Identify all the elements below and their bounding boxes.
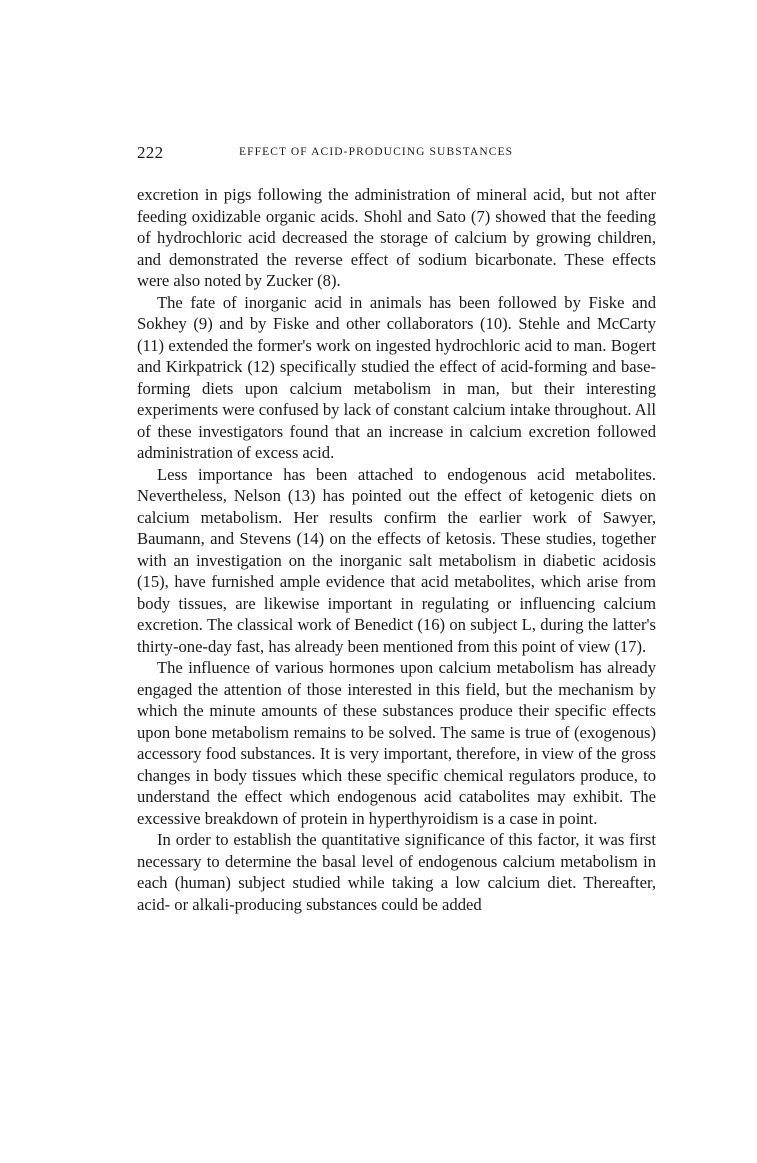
paragraph: excretion in pigs following the administration of mineral acid, but not after feeding oxidizable organic acids. Shohl and Sato (7) showed that the feeding of hydrochloric acid decreased the storage of calcium by growing children, and demonstrated the reverse effect of sodium bicarbonate. These effects were also noted by Zucker (8). bbox=[137, 185, 656, 290]
paragraph: The fate of inorganic acid in animals has been followed by Fiske and Sokhey (9) and by Fiske and other collaborators (10). Stehle and McCarty (11) extended the former's work on ingested hydrochloric acid to man. Bogert and Kirkpatrick (12) specifically studied the effect of acid-forming and base-forming diets upon calcium metabolism in man, but their interesting experiments were confused by lack of constant calcium intake throughout. All of these investigators found that an increase in calcium excretion followed administration of excess acid. bbox=[137, 292, 656, 462]
paragraph: In order to establish the quantitative significance of this factor, it was first necessary to determine the basal level of endogenous calcium metabolism in each (human) subject studied while taking a low calcium diet. Thereafter, acid- or alkali-producing substances could be added bbox=[137, 830, 656, 914]
page-header bbox=[137, 143, 657, 167]
paragraph: Less importance has been attached to endogenous acid metabolites. Nevertheless, Nelson (13) has pointed out the effect of ketogenic diets on calcium metabolism. Her results confirm the earlier work of Sawyer, Baumann, and Stevens (14) on the effects of ketosis. These studies, together with an investigation on the inorganic salt metabolism in diabetic acidosis (15), have furnished ample evidence that acid metabolites, which arise from body tissues, are likewise important in regulating or influencing calcium excretion. The classical work of Benedict (16) on subject L, during the latter's thirty-one-day fast, has already been mentioned from this point of view (17). bbox=[137, 464, 656, 656]
page-number: 222 bbox=[137, 143, 164, 162]
body-text bbox=[137, 184, 656, 915]
paragraph: The influence of various hormones upon calcium metabolism has already engaged the attention of those interested in this field, but the mechanism by which the minute amounts of these substances produce their specific effects upon bone metabolism remains to be solved. The same is true of (exogenous) accessory food substances. It is very important, therefore, in view of the gross changes in body tissues which these specific chemical regulators produce, to understand the effect which endogenous acid catabolites may exhibit. The excessive breakdown of protein in hyperthyroidism is a case in point. bbox=[137, 658, 656, 828]
running-head: EFFECT OF ACID-PRODUCING SUBSTANCES bbox=[239, 146, 514, 158]
